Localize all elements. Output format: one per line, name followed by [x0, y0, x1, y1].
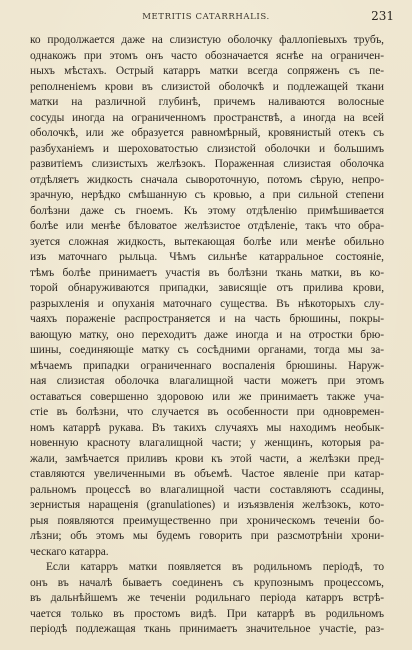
text-line: болѣзни даже съ гноемъ. Къ этому отдѣленію примѣшивается: [30, 204, 384, 217]
text-line: Если катарръ матки появляется въ родильномъ періодѣ, то: [46, 561, 384, 573]
text-line: стіе въ болѣзни, что случается въ особенности при одновремен-: [30, 406, 384, 418]
text-line: чается только въ простомъ видѣ. При катаррѣ въ родильномъ: [30, 607, 384, 620]
text-line: мѣчаемъ припадки ограниченнаго воспаленія брюшины. Наруж-: [30, 359, 384, 372]
text-line: ныхъ мѣстахъ. Острый катарръ матки всегда сопряженъ съ пе-: [30, 65, 384, 77]
text-line: матки на различной глубинѣ, причемъ наливаются волосные: [30, 96, 384, 108]
text-line: періодѣ подлежащая ткань принимаетъ значительное участіе, раз-: [30, 623, 384, 635]
text-line: оставаться совершенно здоровою или же принимаетъ также уча-: [30, 390, 384, 403]
text-line: торой обнаруживаются припадки, зависящіе отъ прилива крови,: [30, 282, 384, 294]
body-text: [30, 33, 384, 638]
text-line: ральномъ процессѣ во влагалищной части составляютъ ссадины,: [30, 483, 384, 496]
text-line: зрачную, нерѣдко смѣшанную съ кровью, а при сильной степени: [30, 189, 384, 201]
text-line: тѣмъ болѣе принимаетъ участія въ болѣзни ткань матки, въ ко-: [30, 266, 384, 279]
text-line: развитіемъ слизистыхъ желѣзокъ. Пораженная слизистая оболочка: [30, 158, 384, 170]
text-line: рыя появляются преимущественно при хроническомъ теченіи бо-: [30, 514, 384, 527]
text-line: реполненіемъ крови въ слизистой оболочкѣ и подлежащей ткани: [30, 80, 384, 93]
text-line: разрыхленія и опуханія маточнаго существа. Въ нѣкоторыхъ слу-: [30, 297, 384, 310]
text-line: жали, замѣчается приливъ крови къ этой части, а желѣзки пред-: [30, 452, 384, 465]
text-line: однакожъ при этомъ онъ часто обозначается яснѣе на ограничен-: [30, 49, 384, 62]
text-line: оболочкѣ, или же образуется равномѣрный, кровянистый отекъ съ: [30, 127, 384, 139]
text-line: ко продолжается даже на слизистую оболочку фаллопіевыхъ трубъ,: [30, 34, 384, 46]
text-line: лѣзни; объ этомъ мы будемъ говорить при разсмотрѣніи хрони-: [30, 530, 384, 542]
page-number: 231: [371, 9, 394, 23]
text-line: номъ катаррѣ рукава. Въ такихъ случаяхъ мы находимъ необык-: [30, 421, 384, 434]
text-line: чаяхъ пораженіе распространяется и на часть брюшины, покры-: [30, 313, 384, 325]
text-line: ческаго катарра.: [30, 545, 109, 558]
text-line: сосуды иногда на ограниченномъ пространствѣ, а иногда на всей: [30, 111, 384, 124]
page-header: [0, 9, 412, 27]
text-line: онъ въ началѣ бываетъ соединенъ съ крупознымъ процессомъ,: [30, 576, 384, 589]
text-line: отдѣляетъ жидкость сначала сывороточную, потомъ сѣрую, непро-: [30, 173, 384, 186]
text-line: шины, соединяющіе матку съ сосѣдними органами, тогда мы за-: [30, 344, 384, 356]
running-title: METRITIS CATARRHALIS.: [142, 12, 270, 22]
text-line: болѣе или менѣе бѣловатое желѣзистое отдѣленіе, такъ что обра-: [30, 220, 384, 232]
text-line: зернистыя наращенія (granulationes) и изъязвленія желѣзокъ, кото-: [30, 499, 384, 511]
text-line: изъ маточнаго рыльца. Чѣмъ сильнѣе катарральное состояніе,: [30, 251, 384, 263]
text-line: ная слизистая оболочка влагалищной части можетъ при этомъ: [30, 375, 384, 387]
text-line: разбуханіемъ и шероховатостью слизистой оболочки и большимъ: [30, 142, 384, 155]
text-line: вающую матку, оно переходитъ даже иногда и на отростки брю-: [30, 328, 384, 341]
text-line: новенную краснoту влагалищной части; у женщинъ, которыя ра-: [30, 437, 384, 449]
text-line: въ дальнѣйшемъ же теченіи родильнаго періода катарръ встрѣ-: [30, 592, 384, 604]
text-line: зуется сложная жидкость, вытекающая болѣе или менѣе обильно: [30, 235, 384, 248]
text-line: ставляются увеличенными въ объемѣ. Частое явленіе при катар-: [30, 468, 384, 480]
